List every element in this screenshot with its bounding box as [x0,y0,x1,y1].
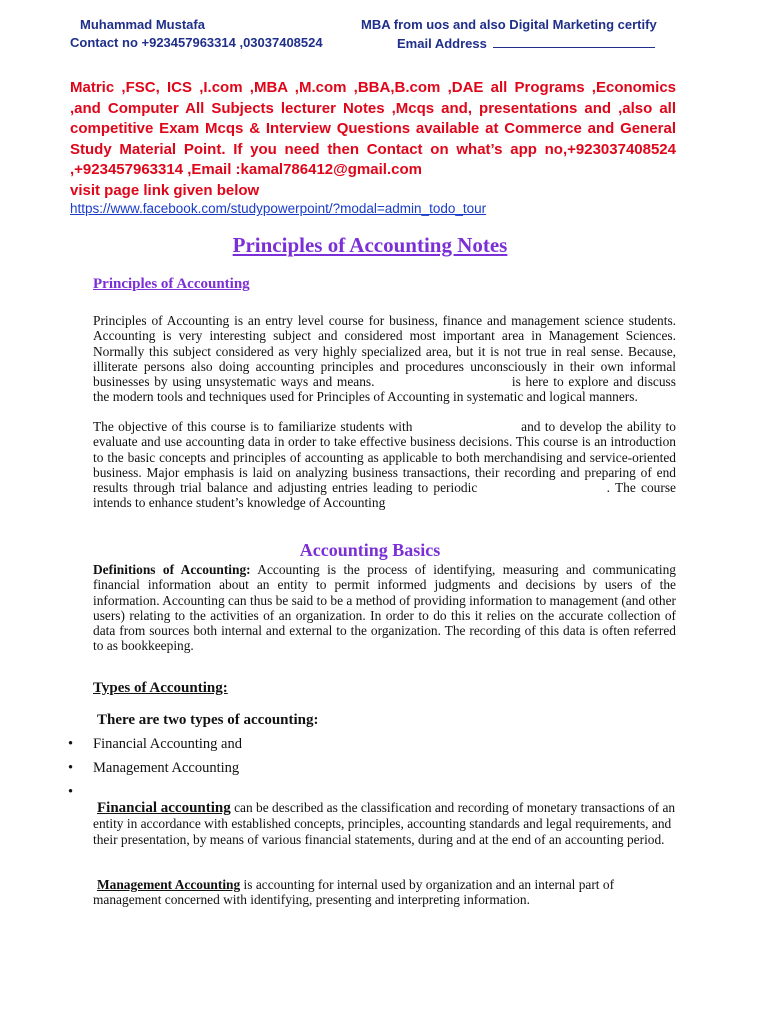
author-qualification: MBA from uos and also Digital Marketing certify [361,17,657,32]
promo-block [70,78,676,202]
management-accounting-text: is accounting for internal used by organization and an internal part of management concerned with identifying, presenting and interpreting information. [93,877,615,908]
list-item-financial: Financial Accounting and [93,736,242,752]
definition-text: Accounting is the process of identifying, measuring and communicating financial information about an entity to permit informed judgments and decisions by users of the information. Accounting can thus be said to be a method of providing information to management (and other users) relating to the activities of an organization. In order to do this it relies on the accurate collection of data from sources both internal and external to the organization. The recording of this data is often referred to as bookkeeping. [93,562,676,654]
facebook-page-link[interactable]: https://www.facebook.com/studypowerpoint/?modal=admin_todo_tour [70,201,487,216]
promo-text: Matric ,FSC, ICS ,I.com ,MBA ,M.com ,BBA,B.com ,DAE all Programs ,Economics ,and Computer All Subjects lecturer Notes ,Mcqs and, presentations and ,also all competitive Exam Mcqs & Interview Questions available at Commerce and General Study Material Point. If you need then Contact on what’s app no,+923037408524 ,+923457963314 ,Email :kamal786412@gmail.com [70,79,676,179]
contact-number: Contact no +923457963314 ,03037408524 [70,35,323,50]
document-title: Principles of Accounting Notes [232,233,508,257]
financial-accounting-paragraph [93,800,683,847]
accounting-basics-heading: Accounting Basics [299,540,441,560]
financial-accounting-term: Financial accounting [97,800,231,816]
email-address-line [397,35,655,51]
bullet-icon: • [68,784,74,800]
promo-visit-text: visit page link given below [70,181,260,199]
definition-paragraph [93,562,676,654]
section-subtitle: Principles of Accounting [93,276,250,292]
email-blank-line [493,35,655,48]
intro-text-1b: is here to explore and discuss the modern tools and techniques used for Principles of Accounting in systematic and logical manners. [93,374,676,405]
management-accounting-term: Management Accounting [97,877,241,892]
intro-text-2c: . The course intends to enhance student’s knowledge of Accounting [93,480,676,511]
email-label: Email Address [397,36,487,51]
intro-text-1a: Principles of Accounting is an entry level course for business, finance and management science students. Accounting is very interesting subject and considered most important area in Management Sciences. Normally this subject considered as very highly specialized area, but it is not true in real sense. Because, illiterate persons also doing accounting principles and procedures unconsciously in their own informal businesses by using unsystematic ways and means. [93,313,676,390]
author-name: Muhammad Mustafa [80,17,205,32]
intro-paragraph-1 [93,313,676,405]
definition-label: Definitions of Accounting: [93,562,251,577]
types-heading: Types of Accounting: [93,680,228,696]
intro-text-2a: The objective of this course is to familiarize students with [93,419,413,434]
types-intro: There are two types of accounting: [97,712,319,728]
management-accounting-paragraph [93,877,683,908]
financial-accounting-text: can be described as the classification and recording of monetary transactions of an entity in accordance with established concepts, principles, accounting standards and legal requirements, and their presentation, by means of various financial statements, during and at the end of an accounting period. [93,800,676,847]
bullet-icon: • [68,736,74,752]
intro-paragraph-2 [93,419,676,511]
intro-text-2b: and to develop the ability to evaluate and use accounting data in order to take effective business decisions. This course is an introduction to the basic concepts and principles of accounting as applicable to both merchandising and service-oriented business. Major emphasis is laid on analyzing business transactions, their recording and preparing of end results through trial balance and adjusting entries leading to periodic [93,419,676,496]
list-item-management: Management Accounting [93,760,240,776]
bullet-icon: • [68,760,74,776]
